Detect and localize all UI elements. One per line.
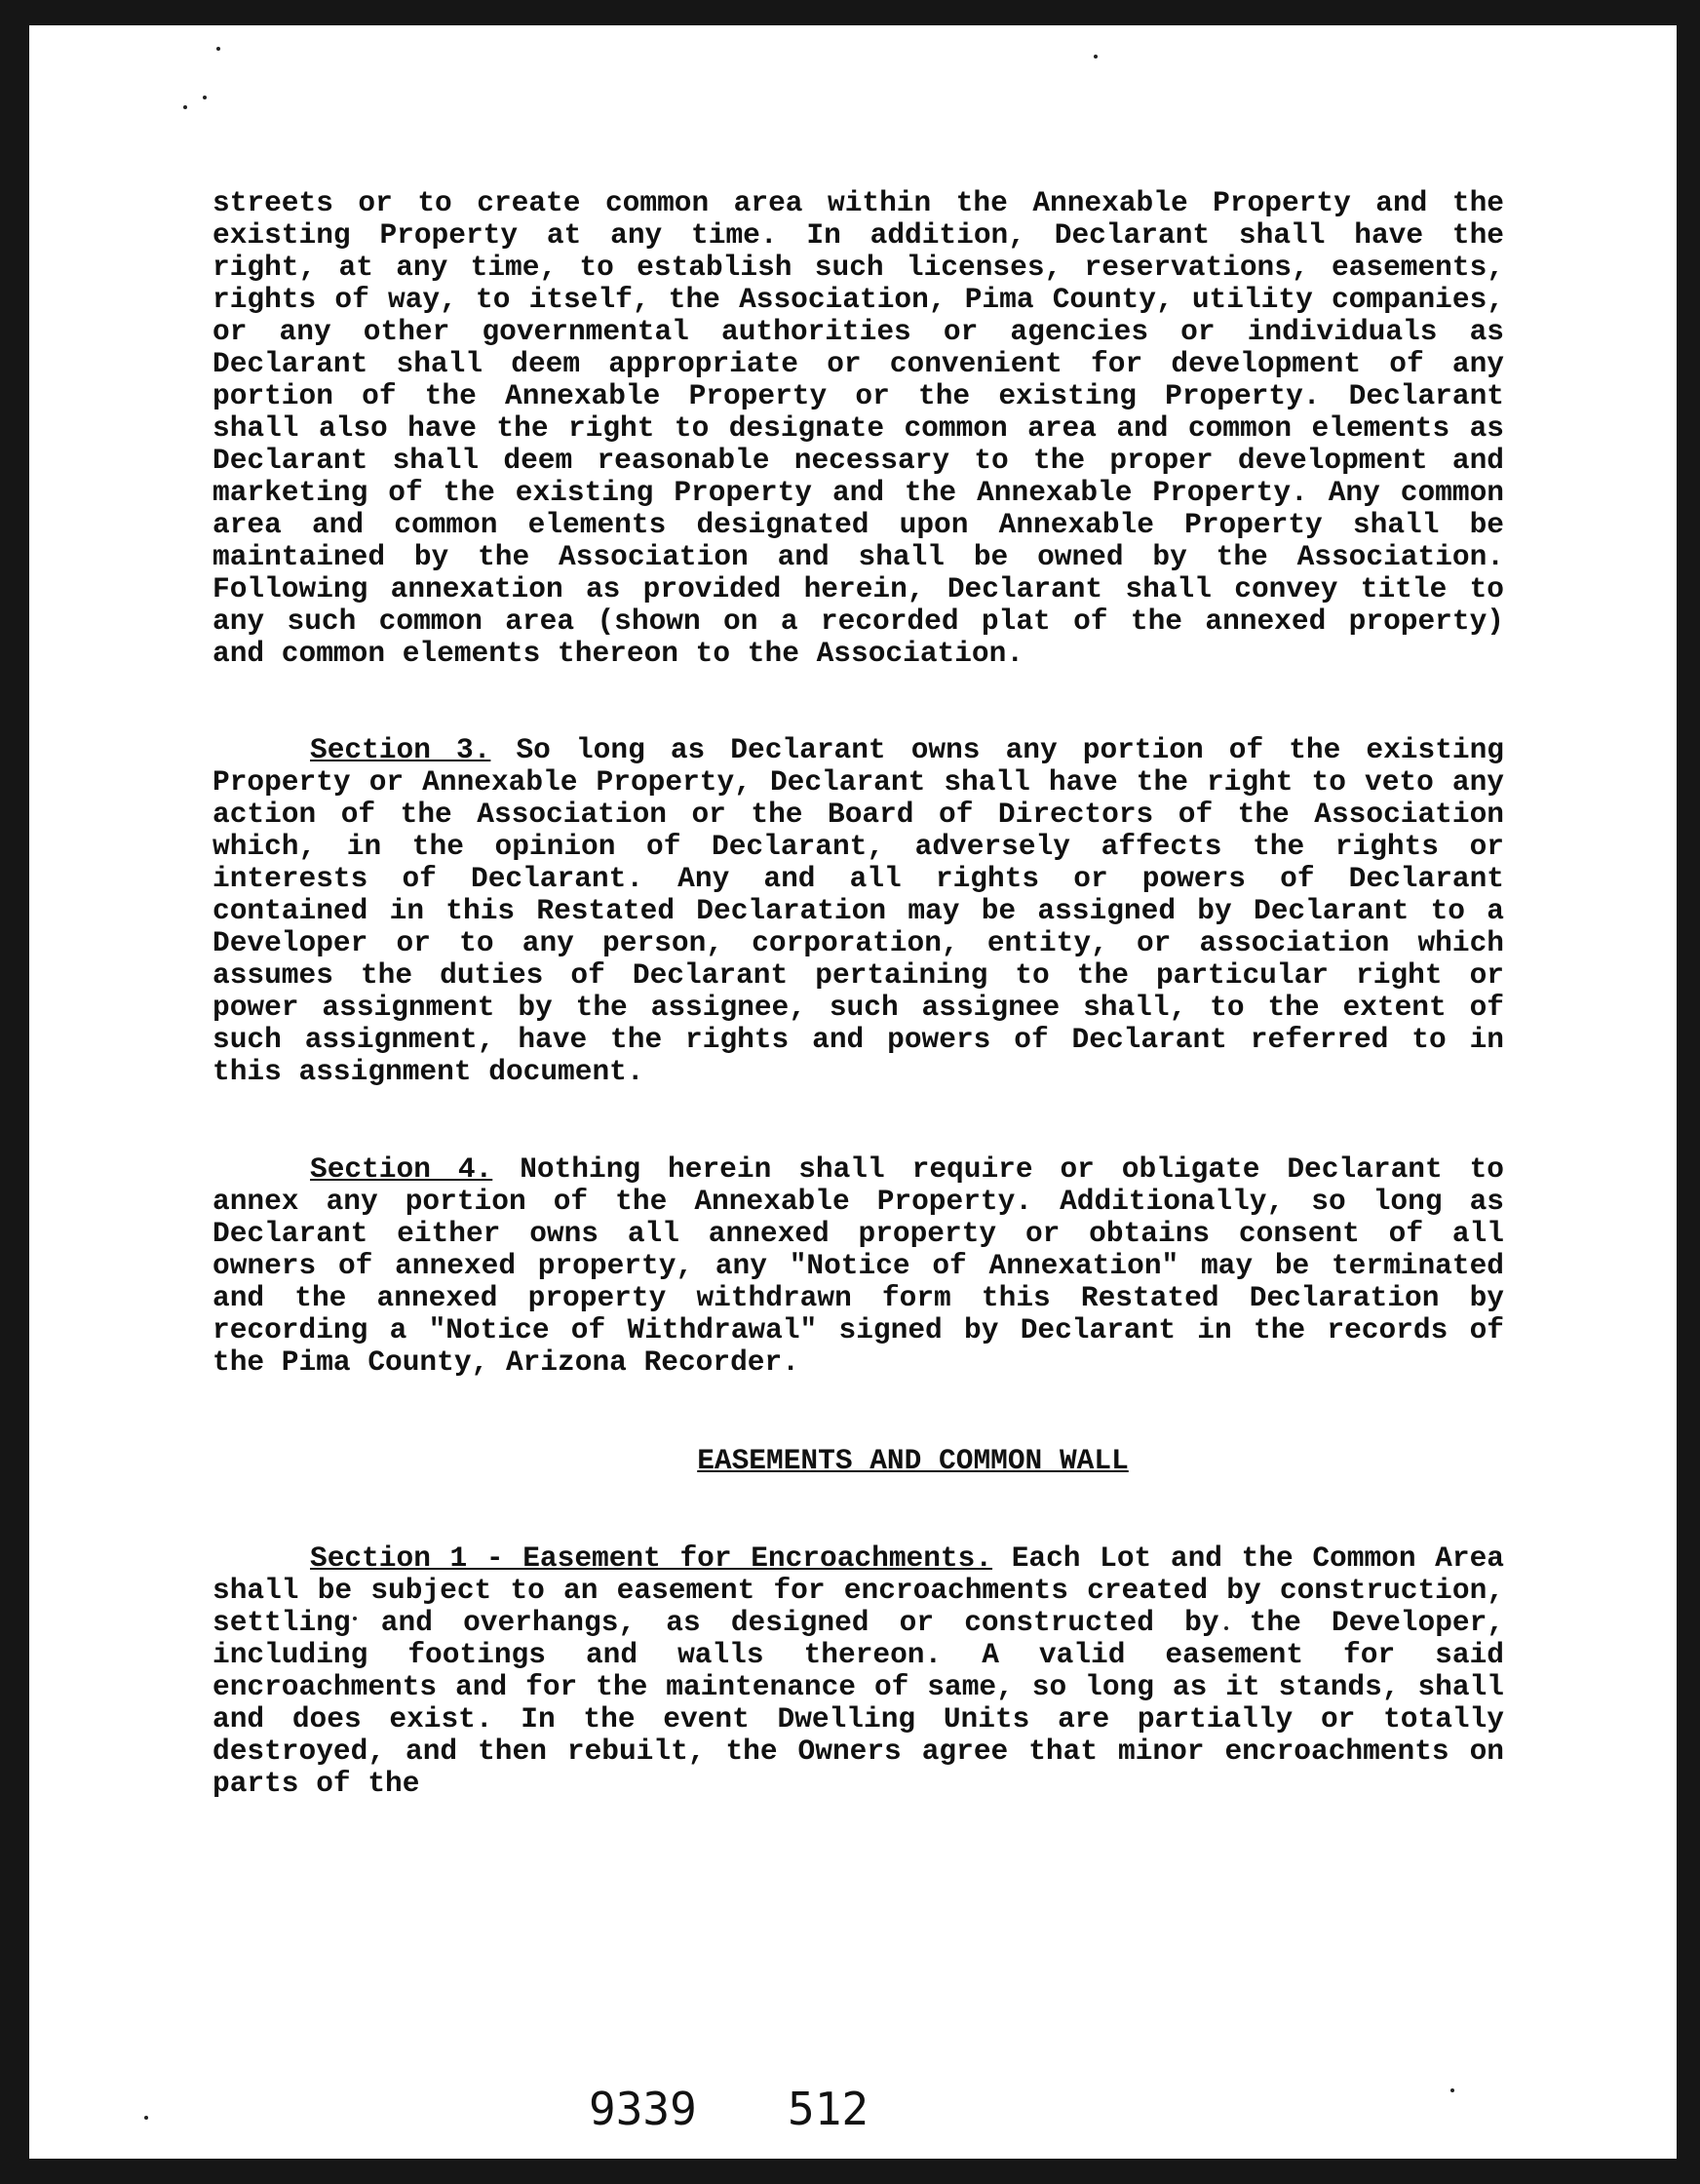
section-4-heading: Section 4.	[310, 1152, 493, 1186]
paragraph-section-3	[212, 734, 1504, 1088]
page-number: 512	[788, 2083, 869, 2135]
paragraph-text: streets or to create common area within the Annexable Property and the existing Property at any time. In addition, Declarant shall have the right, at any time, to establish such licenses, reservations, easements, rights of way, to itself, the Association, Pima County, utility companies, or any other governmental authorities or agencies or individuals as Declarant shall deem appropriate or convenient for development of any portion of the Annexable Property or the existing Property. Declarant shall also have the right to designate common area and common elements as Declarant shall deem reasonable necessary to the proper development and marketing of the existing Property and the Annexable Property. Any common area and common elements designated upon Annexable Property shall be maintained by the Association and shall be owned by the Association. Following annexation as provided herein, Declarant shall convey title to any such common area (shown on a recorded plat of the annexed property) and common elements thereon to the Association.	[212, 186, 1504, 670]
scan-speck	[203, 96, 207, 99]
article-heading	[212, 1445, 1504, 1477]
paragraph-section-4	[212, 1153, 1504, 1379]
scan-speck	[216, 47, 220, 51]
paragraph-text: So long as Declarant owns any portion of the existing Property or Annexable Property, Declarant shall have the right to veto any action of the Association or the Board of Directors of the Association which, in the opinion of Declarant, adversely affects the rights or interests of Declarant. Any and all rights or powers of Declarant contained in this Restated Declaration may be assigned by Declarant to a Developer or to any person, corporation, entity, or association which assumes the duties of Declarant pertaining to the particular right or power assignment by the assignee, such assignee shall, to the extent of such assignment, have the rights and powers of Declarant referred to in this assignment document.	[212, 733, 1505, 1088]
book-number: 9339	[589, 2083, 697, 2135]
scan-speck	[183, 105, 187, 109]
paragraph-text: Nothing herein shall require or obligate Declarant to annex any portion of the Annexable Property. Additionally, so long as Declarant either owns all annexed property or obtains consent of all owners of annexed property, any "Notice of Annexation" may be terminated and the annexed property withdrawn form this Restated Declaration by recording a "Notice of Withdrawal" signed by Declarant in the records of the Pima County, Arizona Recorder.	[212, 1152, 1505, 1379]
article-heading-text: EASEMENTS AND COMMON WALL	[697, 1444, 1129, 1477]
scan-speck	[1094, 55, 1098, 58]
document-body	[212, 187, 1504, 1800]
section-3-heading: Section 3.	[310, 733, 491, 766]
paragraph-text: Each Lot and the Common Area shall be subject to an easement for encroachments created by construction, settling and overhangs, as designed or constructed by the Developer, including footings and walls thereon. A valid easement for said encroachments and for the maintenance of same, so long as it stands, shall and does exist. In the event Dwelling Units are partially or totally destroyed, and then rebuilt, the Owners agree that minor encroachments on parts of the	[212, 1541, 1504, 1800]
scan-speck	[144, 2116, 148, 2120]
paragraph-annexation-continued	[212, 187, 1504, 670]
scan-speck	[1450, 2088, 1454, 2092]
paragraph-section-1-easement	[212, 1542, 1504, 1800]
section-1-heading: Section 1 - Easement for Encroachments.	[310, 1541, 993, 1575]
